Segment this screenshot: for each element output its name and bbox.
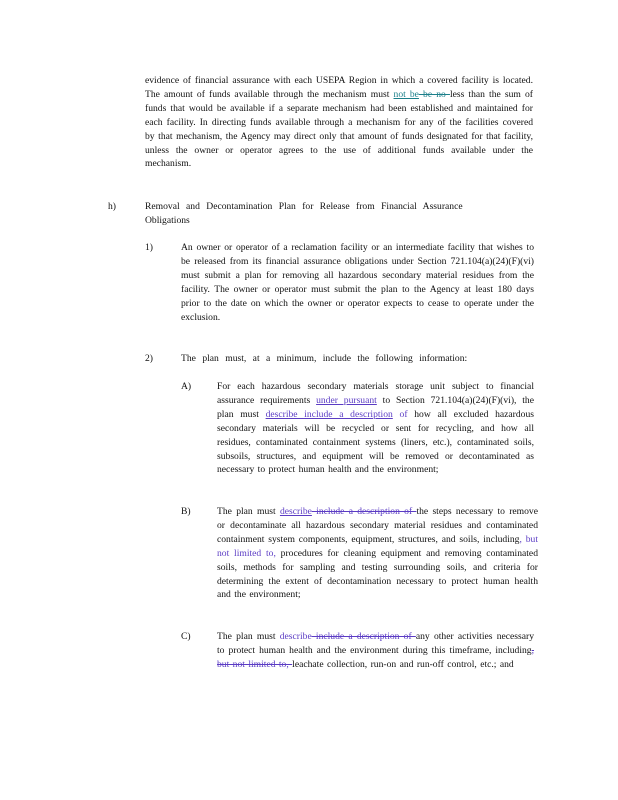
section-h-title: [145, 200, 505, 228]
item-a-text-2: to Section 721.104(a)(24)(F)(vi), the plan must: [217, 394, 534, 420]
deleted-text: , but not limited to,: [217, 644, 534, 670]
inserted-text: of: [399, 408, 408, 420]
item-b-text-2: the steps necessary to remove or decontaminate all hazardous secondary material residues and contaminated containment system components, equipment, structures, and soils, including: [217, 506, 538, 545]
item-2-label: 2): [145, 353, 153, 364]
item-1-paragraph: [181, 241, 534, 324]
item-a-paragraph: [217, 380, 534, 477]
intro-paragraph: [145, 74, 533, 171]
item-2-text: The plan must, at a minimum, include the following information:: [181, 353, 468, 364]
deleted-text: include a description of: [311, 506, 417, 517]
item-b-text-3: procedures for cleaning equipment and removing contaminated soils, methods for sampling and testing surrounding soils, and criteria for determining the extent of decontamination necessary to protect human health and the environment;: [217, 547, 538, 601]
deleted-text: be no: [418, 88, 450, 100]
item-1-text: An owner or operator of a reclamation facility or an intermediate facility that wishes to be released from its financial assurance obligations under Section 721.104(a)(24)(F)(vi) must submit a plan for removing all hazardous secondary material residues from the facility. The owner or operator must submit the plan to the Agency at least 180 days prior to the date on which the owner or operator expects to cease to operate under the exclusion.: [181, 242, 534, 323]
inserted-text: under pursuant: [316, 394, 377, 406]
item-c-text-2: any other activities necessary to protect human health and the environment during this timeframe, including: [217, 631, 534, 656]
item-a-label: A): [181, 381, 192, 392]
intro-text-1: evidence of financial assurance with each USEPA Region in which a covered facility is located. The amount of funds available through the mechanism must: [145, 75, 533, 100]
item-c-text-1: The plan must: [217, 631, 280, 642]
item-2-paragraph: [181, 352, 534, 366]
deleted-text: include a description of: [311, 631, 416, 642]
section-h-title-text: Removal and Decontamination Plan for Release from Financial Assurance Obligations: [145, 201, 463, 226]
inserted-text: not be: [393, 88, 419, 100]
item-1-label: 1): [145, 242, 153, 253]
item-c-paragraph: [217, 630, 534, 672]
section-h-label: h): [108, 201, 116, 212]
item-c-label: C): [181, 631, 191, 642]
intro-text-2: less than the sum of funds that would be available if a separate mechanism had been established and maintained for each facility. In directing funds available through a mechanism for any of the facilities covered by that mechanism, the Agency may direct only that amount of funds designated for that facility, unless the owner or operator agrees to the use of additional funds available under the mechanism.: [145, 88, 533, 170]
item-c-text-3: leachate collection, run-on and run-off control, etc.; and: [292, 658, 514, 670]
item-a-text-3: [393, 409, 400, 420]
item-b-text-1: The plan must: [217, 506, 280, 517]
inserted-text: , but not limited to,: [217, 533, 538, 559]
inserted-text: describe include a description: [265, 408, 393, 420]
item-a-text-4: how all excluded hazardous secondary materials will be recycled or sent for recycling, and how all residues, contaminated containment systems (liners, etc.), contaminated soils, subsoils, structures, and equipment will be removed or decontaminated as necessary to protect human health and the environment;: [217, 408, 534, 476]
inserted-text: describe: [279, 631, 312, 642]
item-b-label: B): [181, 506, 191, 517]
inserted-text: describe: [279, 506, 312, 517]
item-a-text-1: For each hazardous secondary materials storage unit subject to financial assurance requirements: [217, 381, 534, 406]
item-b-paragraph: [217, 505, 538, 602]
